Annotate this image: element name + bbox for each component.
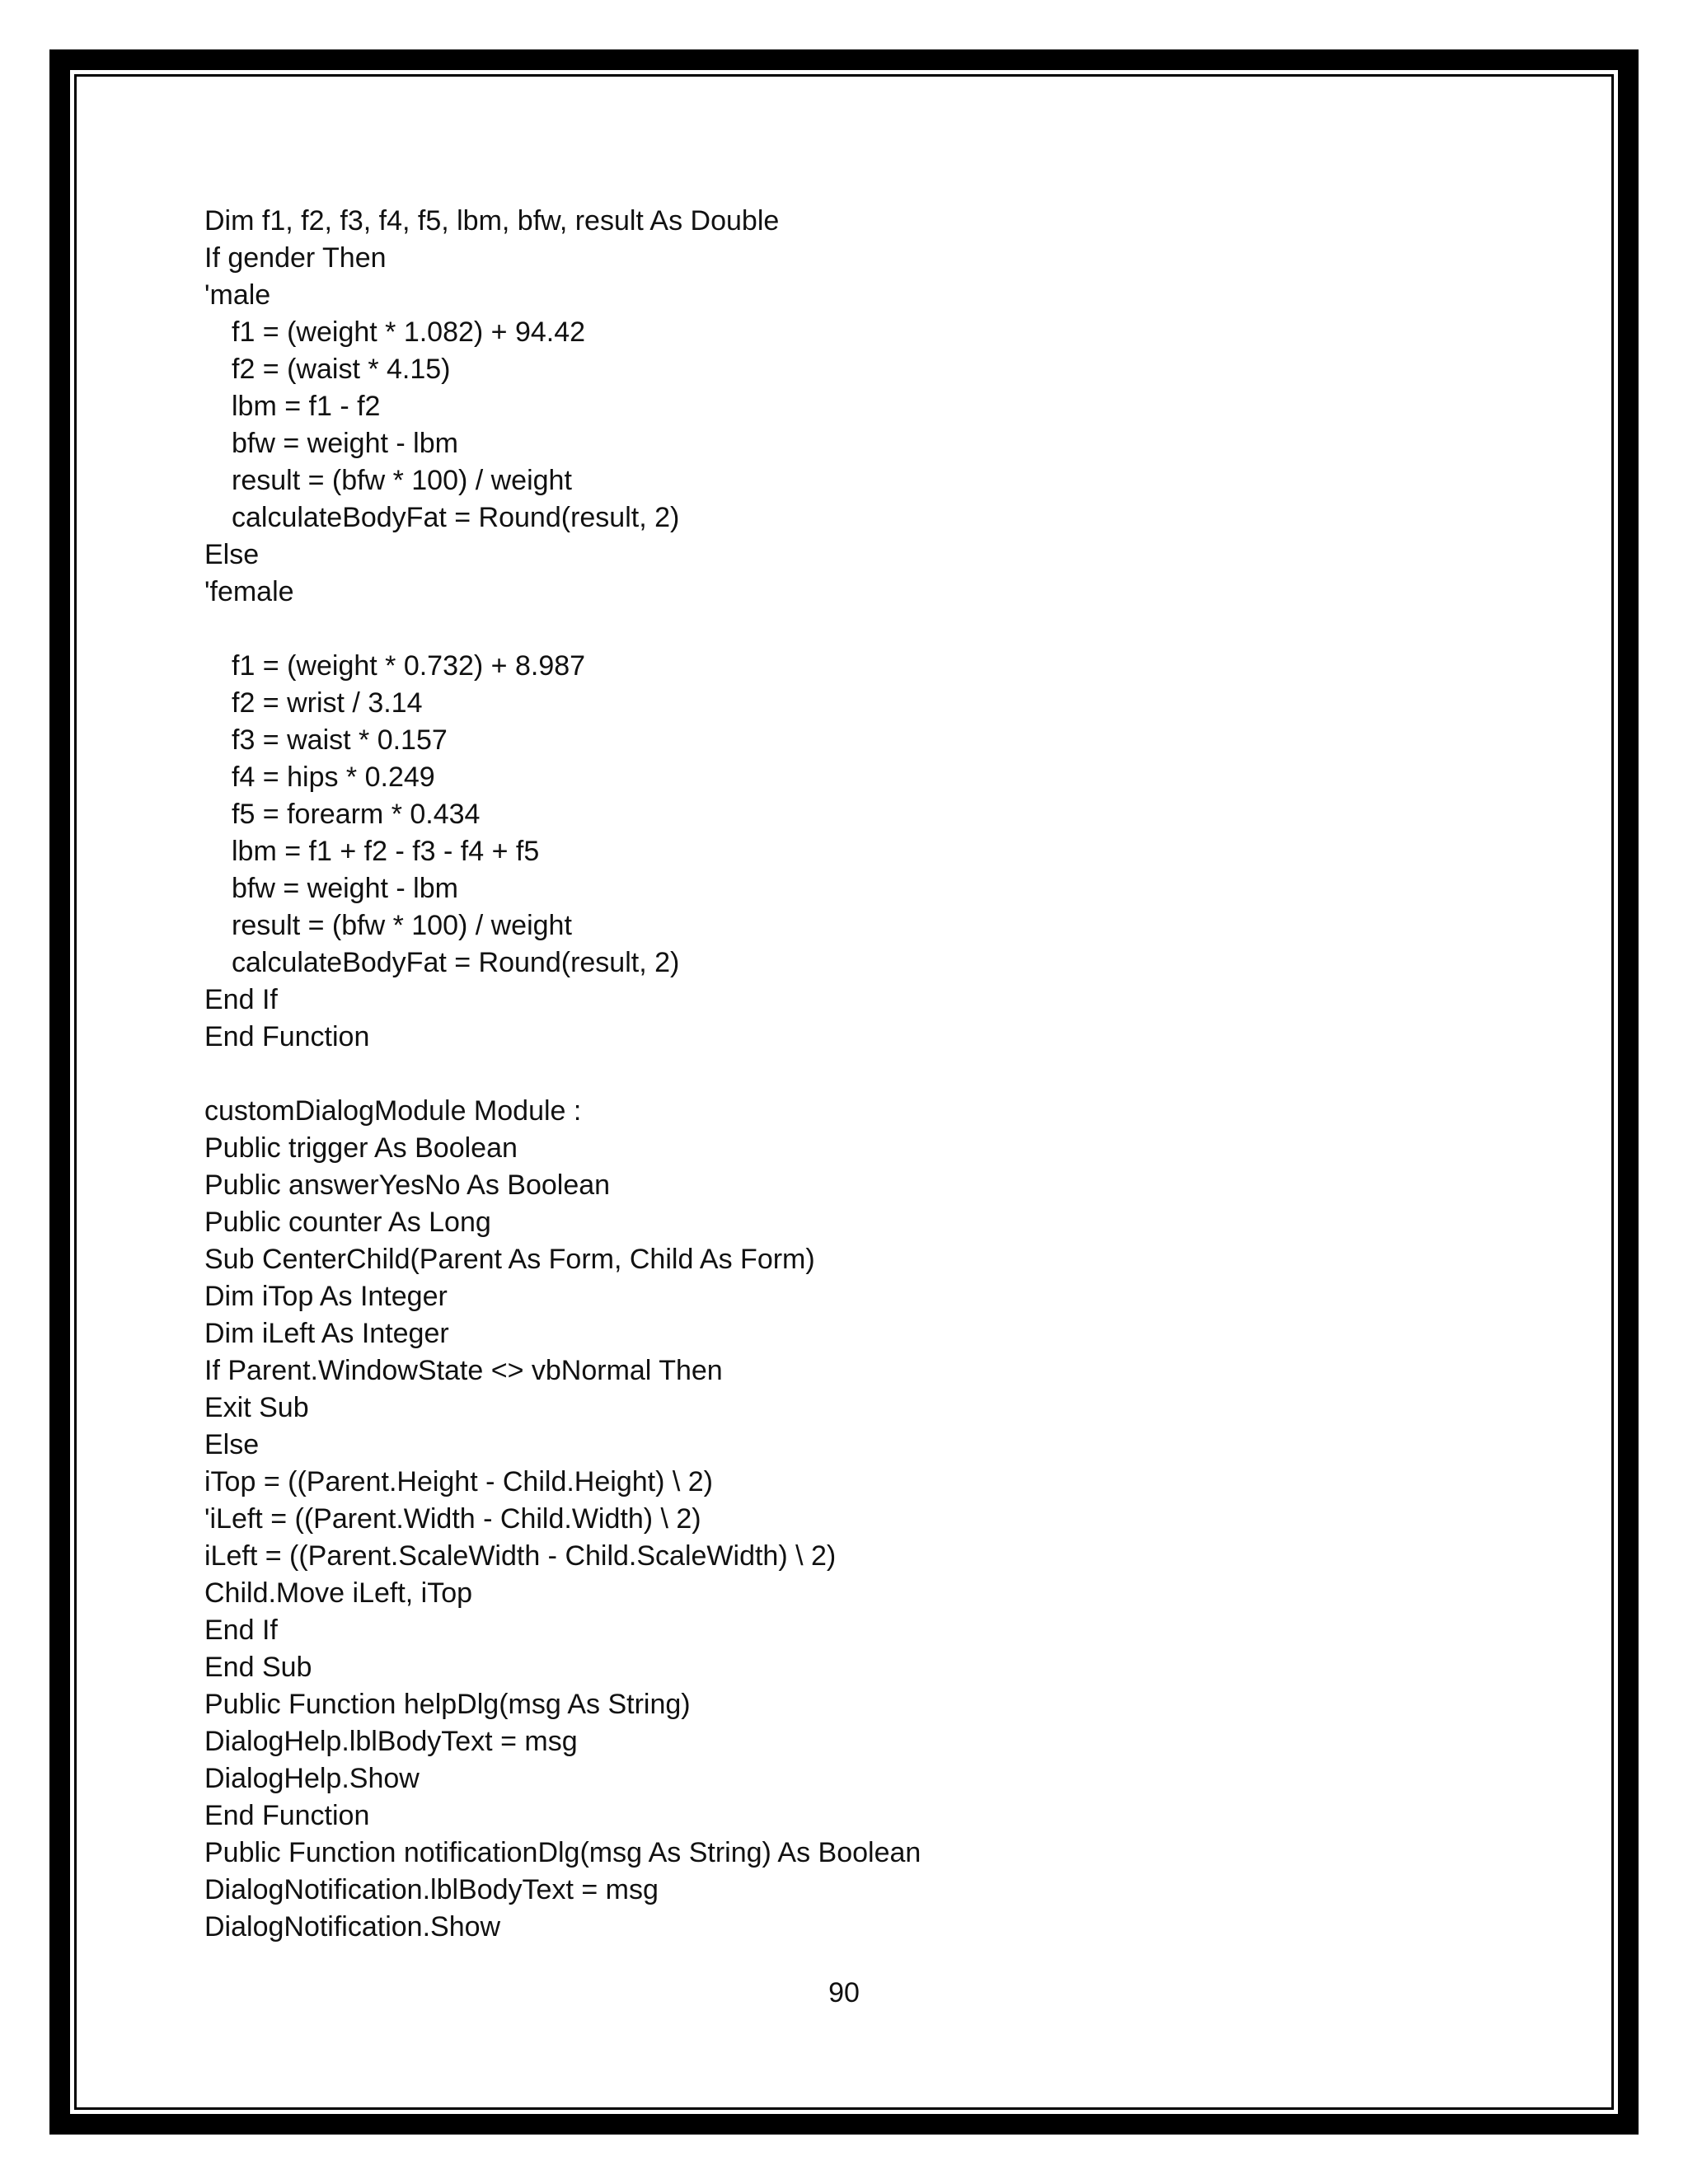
code-line: End If	[204, 1615, 278, 1646]
code-line: Public trigger As Boolean	[204, 1132, 518, 1164]
code-line: iTop = ((Parent.Height - Child.Height) \ 2)	[204, 1466, 713, 1497]
code-line: f4 = hips * 0.249	[232, 762, 435, 793]
code-line: f5 = forearm * 0.434	[232, 799, 481, 830]
code-line: Public Function helpDlg(msg As String)	[204, 1689, 691, 1720]
code-line: End Function	[204, 1021, 370, 1052]
code-line: result = (bfw * 100) / weight	[232, 465, 572, 496]
code-line: result = (bfw * 100) / weight	[232, 910, 572, 941]
code-line: Sub CenterChild(Parent As Form, Child As Form)	[204, 1244, 815, 1275]
code-line: 'male	[204, 279, 271, 311]
code-line: f1 = (weight * 0.732) + 8.987	[232, 650, 586, 682]
code-line	[204, 611, 1523, 648]
code-line: Public Function notificationDlg(msg As String) As Boolean	[204, 1837, 921, 1868]
code-line: Dim f1, f2, f3, f4, f5, lbm, bfw, result As Double	[204, 205, 780, 237]
code-line: f1 = (weight * 1.082) + 94.42	[232, 316, 586, 348]
code-line: 'female	[204, 576, 294, 607]
code-line: lbm = f1 + f2 - f3 - f4 + f5	[232, 836, 540, 867]
code-line: DialogNotification.Show	[204, 1911, 501, 1943]
code-line: Else	[204, 539, 260, 570]
code-line: f3 = waist * 0.157	[232, 724, 448, 756]
code-line: If gender Then	[204, 242, 387, 274]
code-line: Dim iLeft As Integer	[204, 1318, 449, 1349]
code-line: calculateBodyFat = Round(result, 2)	[232, 502, 680, 533]
code-line: 'iLeft = ((Parent.Width - Child.Width) \ 2)	[204, 1503, 701, 1535]
code-line: DialogNotification.lblBodyText = msg	[204, 1874, 659, 1905]
code-line: calculateBodyFat = Round(result, 2)	[232, 947, 680, 978]
code-line: If Parent.WindowState <> vbNormal Then	[204, 1355, 723, 1386]
code-line: Public answerYesNo As Boolean	[204, 1169, 611, 1201]
code-line: Else	[204, 1429, 260, 1460]
code-line: Child.Move iLeft, iTop	[204, 1577, 473, 1609]
code-line: End If	[204, 984, 278, 1015]
code-line: customDialogModule Module :	[204, 1095, 582, 1127]
code-line: End Sub	[204, 1652, 312, 1683]
code-listing	[204, 203, 1523, 1946]
code-line: f2 = (waist * 4.15)	[232, 354, 451, 385]
code-line: f2 = wrist / 3.14	[232, 687, 423, 719]
code-line	[204, 1056, 1523, 1093]
code-line: End Function	[204, 1800, 370, 1831]
code-line: bfw = weight - lbm	[232, 428, 458, 459]
code-line: bfw = weight - lbm	[232, 873, 458, 904]
code-line: lbm = f1 - f2	[232, 391, 381, 422]
code-line: Public counter As Long	[204, 1207, 491, 1238]
code-line: DialogHelp.Show	[204, 1763, 420, 1794]
code-line: DialogHelp.lblBodyText = msg	[204, 1726, 578, 1757]
code-line: iLeft = ((Parent.ScaleWidth - Child.ScaleWidth) \ 2)	[204, 1540, 837, 1572]
code-line: Dim iTop As Integer	[204, 1281, 448, 1312]
page-number: 90	[828, 1977, 860, 2008]
code-line: Exit Sub	[204, 1392, 309, 1423]
